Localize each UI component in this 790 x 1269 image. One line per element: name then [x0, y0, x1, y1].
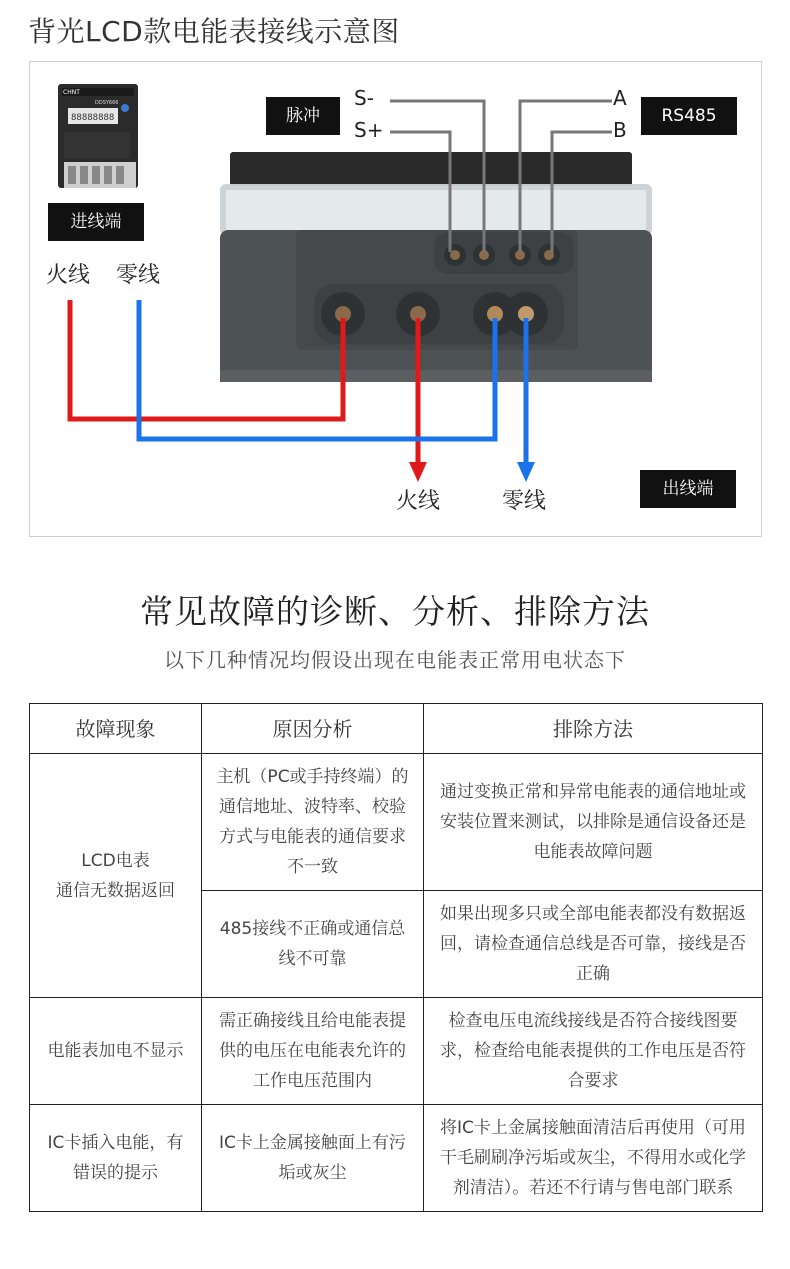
fault-table — [29, 703, 763, 1212]
table-row — [30, 998, 763, 1105]
inlet-live-label: 火线 — [46, 263, 91, 288]
wiring-diagram — [29, 61, 762, 537]
fix-cell: 如果出现多只或全部电能表都没有数据返回，请检查通信总线是否可靠，接线是否正确 — [424, 891, 763, 998]
header-symptom: 故障现象 — [30, 704, 202, 754]
outlet-neutral-label: 零线 — [502, 489, 547, 514]
table-header-row — [30, 704, 763, 754]
symptom-cell: LCD电表 通信无数据返回 — [30, 754, 202, 998]
meter-thumbnail — [58, 84, 138, 188]
outlet-live-label: 火线 — [396, 489, 441, 514]
inlet-neutral-label: 零线 — [116, 263, 161, 288]
pulse-label: 脉冲 — [266, 97, 340, 135]
symptom-cell: 电能表加电不显示 — [30, 998, 202, 1105]
fix-cell: 将IC卡上金属接触面清洁后再使用（可用干毛刷刷净污垢或灰尘，不得用水或化学剂清洁）。若还不行请与售电部门联系 — [424, 1105, 763, 1212]
neutral-out-arrow — [517, 462, 535, 482]
section-subtitle: 以下几种情况均假设出现在电能表正常用电状态下 — [164, 648, 626, 672]
meter-brand-text: CHNT — [63, 89, 80, 96]
meter-body — [220, 152, 652, 382]
header-fix: 排除方法 — [424, 704, 763, 754]
header-cause: 原因分析 — [202, 704, 424, 754]
symptom-cell: IC卡插入电能，有错误的提示 — [30, 1105, 202, 1212]
s-plus-label: S+ — [354, 118, 384, 142]
cause-cell: IC卡上金属接触面上有污垢或灰尘 — [202, 1105, 424, 1212]
s-minus-label: S- — [354, 86, 374, 110]
fix-cell: 通过变换正常和异常电能表的通信地址或安装位置来测试，以排除是通信设备还是电能表故障问题 — [424, 754, 763, 891]
cause-cell: 485接线不正确或通信总线不可靠 — [202, 891, 424, 998]
table-row — [30, 754, 763, 891]
live-out-arrow — [409, 462, 427, 482]
inlet-label: 进线端 — [48, 203, 144, 241]
meter-display-text: 88888888 — [71, 113, 115, 123]
a-label: A — [613, 86, 627, 110]
section-title: 常见故障的诊断、分析、排除方法 — [140, 592, 650, 631]
rs485-label: RS485 — [641, 97, 737, 135]
b-label: B — [613, 118, 627, 142]
table-row — [30, 1105, 763, 1212]
meter-model-text: DDSY666 — [95, 100, 119, 106]
page-title: 背光LCD款电能表接线示意图 — [28, 15, 400, 48]
fix-cell: 检查电压电流线接线是否符合接线图要求，检查给电能表提供的工作电压是否符合要求 — [424, 998, 763, 1105]
outlet-label: 出线端 — [640, 470, 736, 508]
cause-cell: 主机（PC或手持终端）的通信地址、波特率、校验方式与电能表的通信要求不一致 — [202, 754, 424, 891]
cause-cell: 需正确接线且给电能表提供的电压在电能表允许的工作电压范围内 — [202, 998, 424, 1105]
